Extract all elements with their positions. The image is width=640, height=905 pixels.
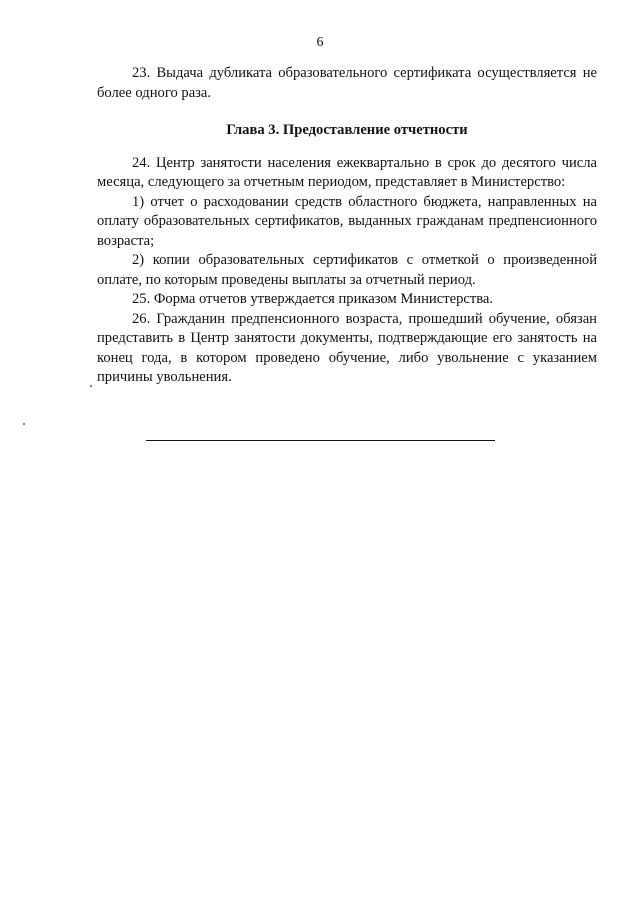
- end-of-text-divider: [146, 440, 495, 441]
- paragraph-24-item-1: 1) отчет о расходовании средств областного бюджета, направленных на оплату образовательных сертификатов, выданных гражданам предпенсионного возраста;: [97, 193, 597, 249]
- paragraph-25: 25. Форма отчетов утверждается приказом Министерства.: [132, 291, 494, 307]
- scan-speck: [23, 423, 25, 425]
- paragraph-26: 26. Гражданин предпенсионного возраста, прошедший обучение, обязан представить в Центр занятости документы, подтверждающие его занятость на конец года, в котором проведено обучение, либо увольнение с указанием причины увольнения.: [97, 310, 597, 385]
- paragraph-23: 23. Выдача дубликата образовательного сертификата осуществляется не более одного раза.: [97, 65, 597, 101]
- page-number: 6: [316, 35, 324, 50]
- paragraph-24: 24. Центр занятости населения ежеквартально в срок до десятого числа месяца, следующего за отчетным периодом, представляет в Министерство:: [97, 154, 597, 190]
- chapter-heading: Глава 3. Предоставление отчетности: [226, 122, 468, 138]
- paragraph-24-item-2: 2) копии образовательных сертификатов с отметкой о произведенной оплате, по которым проведены выплаты за отчетный период.: [97, 252, 597, 288]
- document-body: [97, 64, 597, 388]
- scan-speck: [90, 385, 92, 387]
